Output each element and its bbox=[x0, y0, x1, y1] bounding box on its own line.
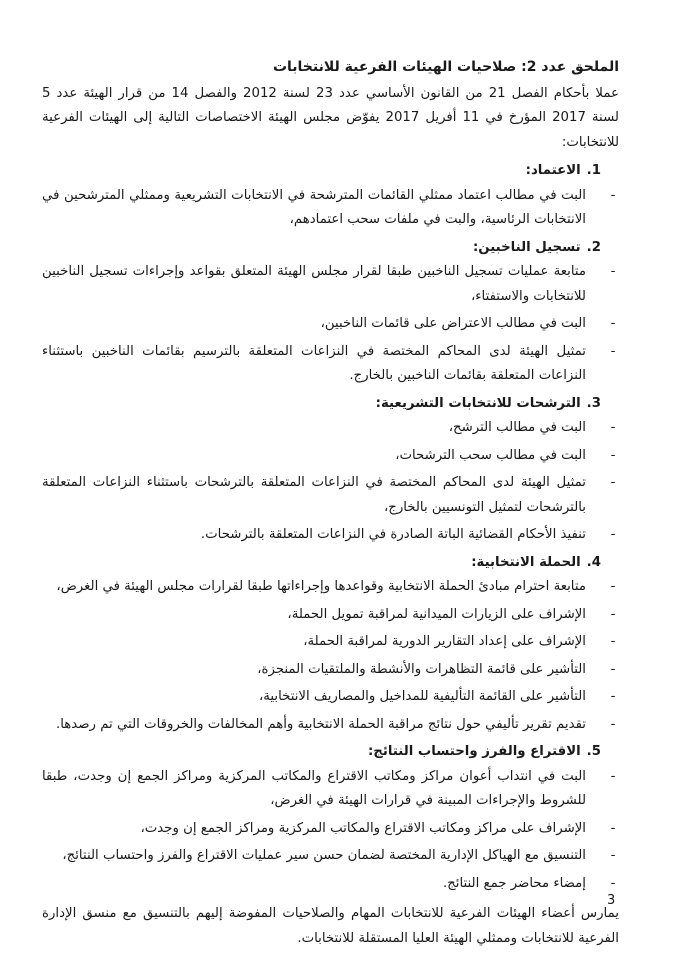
list-item bbox=[42, 184, 619, 233]
list-item-text: تقديم تقرير تأليفي حول نتائج مراقبة الحملة الانتخابية وأهم المخالفات والخروقات التي تم رصدها. bbox=[56, 716, 586, 732]
list-item-text: متابعة عمليات تسجيل الناخبين طبقا لقرار مجلس الهيئة المتعلق بقواعد وإجراءات تسجيل الناخبين للانتخابات والاستفتاء، bbox=[42, 264, 586, 304]
section-title bbox=[42, 392, 619, 417]
list-item-text: البت في مطالب اعتماد ممثلي القائمات المترشحة في الانتخابات التشريعية وممثلي المترشحين في الانتخابات الرئاسية، والبت في ملفات سحب اعتمادهم، bbox=[42, 187, 586, 227]
section-title-text: الحملة الانتخابية: bbox=[471, 554, 581, 570]
section-items bbox=[42, 260, 619, 389]
section-items bbox=[42, 575, 619, 737]
section-4 bbox=[42, 551, 619, 738]
sections-list bbox=[42, 159, 619, 896]
section-title bbox=[42, 740, 619, 765]
list-item bbox=[42, 312, 619, 337]
list-item-text: التأشير على قائمة التظاهرات والأنشطة والملتقيات المنجزة، bbox=[257, 661, 586, 677]
bullet-dash: - bbox=[610, 475, 616, 490]
bullet-dash: - bbox=[610, 716, 616, 732]
list-item-text: البت في انتداب أعوان مراكز ومكاتب الاقتراع والمكاتب المركزية ومراكز الجمع إن وجدت، طبقا للشروط والإجراءات المبينة في قرارات الهيئة في الغرض، bbox=[42, 768, 586, 808]
bullet-dash: - bbox=[610, 579, 616, 594]
section-title-text: الترشحات للانتخابات التشريعية: bbox=[375, 395, 581, 411]
list-item-text: البت في مطالب الاعتراض على قائمات الناخبين، bbox=[320, 316, 586, 331]
list-item bbox=[42, 817, 619, 842]
list-item-text: الإشراف على مراكز ومكاتب الاقتراع والمكاتب المركزية ومراكز الجمع إن وجدت، bbox=[140, 820, 586, 836]
section-title bbox=[42, 159, 619, 184]
list-item bbox=[42, 575, 619, 600]
list-item bbox=[42, 603, 619, 628]
list-item bbox=[42, 471, 619, 520]
bullet-dash: - bbox=[610, 875, 616, 891]
list-item-text: تمثيل الهيئة لدى المحاكم المختصة في النزاعات المتعلقة بالترسيم بقائمات الناخبين باستثناء النزاعات المتعلقة بقائمات الناخبين بالخارج. bbox=[42, 343, 586, 383]
bullet-dash: - bbox=[610, 264, 616, 279]
list-item bbox=[42, 713, 619, 738]
bullet-dash: - bbox=[610, 316, 616, 331]
list-item-text: متابعة احترام مبادئ الحملة الانتخابية وقواعدها وإجراءاتها طبقا لقرارات مجلس الهيئة في الغرض، bbox=[56, 579, 586, 594]
list-item-text: تنفيذ الأحكام القضائية الباتة الصادرة في النزاعات المتعلقة بالترشحات. bbox=[200, 527, 586, 542]
list-item bbox=[42, 658, 619, 683]
section-items bbox=[42, 765, 619, 897]
bullet-dash: - bbox=[610, 768, 616, 784]
section-number: 3. bbox=[586, 395, 601, 411]
list-item bbox=[42, 872, 619, 897]
bullet-dash: - bbox=[610, 634, 616, 649]
section-items bbox=[42, 184, 619, 233]
section-title-text: تسجيل الناخبين: bbox=[472, 239, 581, 255]
list-item bbox=[42, 765, 619, 814]
section-number: 1. bbox=[586, 163, 601, 178]
list-item-text: الإشراف على إعداد التقارير الدورية لمراقبة الحملة، bbox=[303, 634, 586, 649]
list-item-text: إمضاء محاضر جمع النتائج. bbox=[442, 875, 586, 891]
bullet-dash: - bbox=[610, 447, 616, 463]
section-title-text: الاقتراع والفرز واحتساب النتائج: bbox=[367, 744, 581, 759]
section-title bbox=[42, 551, 619, 576]
closing-paragraph: يمارس أعضاء الهيئات الفرعية للانتخابات المهام والصلاحيات المفوضة إليهم بالتنسيق مع منسق الإدارة الفرعية للانتخابات وممثلي الهيئة العليا المستقلة للانتخابات. bbox=[42, 906, 619, 946]
section-title bbox=[42, 236, 619, 261]
section-3 bbox=[42, 392, 619, 548]
list-item-text: البت في مطالب الترشح، bbox=[448, 420, 586, 435]
section-number: 5. bbox=[586, 744, 601, 759]
page-number: 3 bbox=[607, 893, 616, 908]
list-item bbox=[42, 844, 619, 869]
list-item-text: تمثيل الهيئة لدى المحاكم المختصة في النزاعات المتعلقة بالترشحات باستثناء النزاعات المتعلقة بالترشحات لتمثيل التونسيين بالخارج، bbox=[42, 475, 586, 515]
bullet-dash: - bbox=[610, 343, 616, 359]
section-number: 2. bbox=[586, 239, 601, 255]
bullet-dash: - bbox=[610, 187, 616, 203]
list-item bbox=[42, 685, 619, 710]
section-2 bbox=[42, 236, 619, 389]
bullet-dash: - bbox=[610, 661, 616, 677]
bullet-dash: - bbox=[610, 606, 616, 622]
list-item-text: التنسيق مع الهياكل الإدارية المختصة لضمان حسن سير عمليات الاقتراع والفرز واحتساب النتائج، bbox=[62, 848, 586, 863]
list-item bbox=[42, 416, 619, 441]
intro-paragraph: عملا بأحكام الفصل 21 من القانون الأساسي عدد 23 لسنة 2012 والفصل 14 من قرار الهيئة عدد 5 لسنة 2017 المؤرخ في 11 أفريل 2017 يفوّض مجلس الهيئة الاختصاصات التالية إلى الهيئات الفرعية للانتخابات: bbox=[42, 85, 619, 150]
section-items bbox=[42, 416, 619, 548]
list-item-text: الإشراف على الزيارات الميدانية لمراقبة تمويل الحملة، bbox=[287, 606, 586, 622]
list-item bbox=[42, 630, 619, 655]
bullet-dash: - bbox=[610, 848, 616, 863]
section-title-text: الاعتماد: bbox=[525, 163, 581, 178]
section-number: 4. bbox=[586, 554, 601, 570]
bullet-dash: - bbox=[610, 820, 616, 836]
list-item-text: البت في مطالب سحب الترشحات، bbox=[395, 447, 586, 463]
list-item bbox=[42, 260, 619, 309]
section-1 bbox=[42, 159, 619, 233]
list-item bbox=[42, 523, 619, 548]
list-item bbox=[42, 340, 619, 389]
list-item-text: التأشير على القائمة التأليفية للمداخيل والمصاريف الانتخابية، bbox=[258, 689, 586, 704]
bullet-dash: - bbox=[610, 420, 616, 435]
section-5 bbox=[42, 740, 619, 896]
bullet-dash: - bbox=[610, 689, 616, 704]
bullet-dash: - bbox=[610, 527, 616, 542]
list-item bbox=[42, 444, 619, 469]
annex-title: الملحق عدد 2: صلاحيات الهيئات الفرعية للانتخابات bbox=[272, 59, 619, 75]
